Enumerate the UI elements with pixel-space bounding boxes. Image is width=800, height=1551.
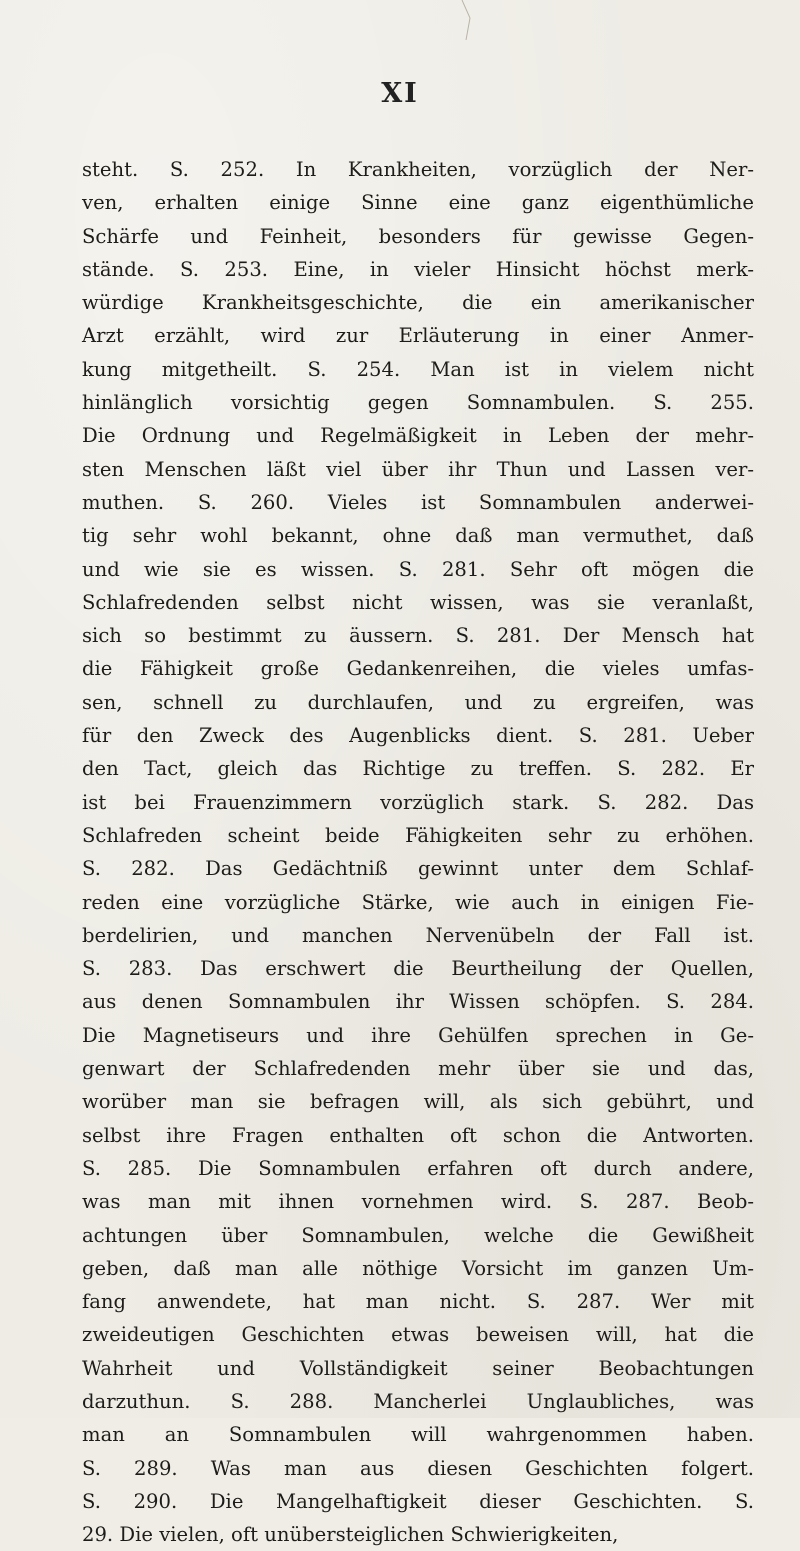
text-line: darzuthun. S. 288. Mancherlei Unglaubliches, was: [82, 1389, 754, 1413]
text-line: steht. S. 252. In Krankheiten, vorzüglich der Ner-: [82, 158, 754, 181]
text-line: berdelirien, und manchen Nervenübeln der Fall ist.: [82, 923, 754, 947]
index-text-block: [82, 153, 754, 1551]
text-line: selbst ihre Fragen enthalten oft schon die Antworten.: [82, 1123, 754, 1147]
text-line: Die Ordnung und Regelmäßigkeit in Leben der mehr-: [82, 424, 754, 448]
text-line: zweideutigen Geschichten etwas beweisen will, hat die: [82, 1323, 754, 1347]
text-line: genwart der Schlafredenden mehr über sie und das,: [82, 1057, 754, 1081]
text-line: S. 283. Das erschwert die Beurtheilung der Quellen,: [82, 957, 754, 981]
text-line: fang anwendete, hat man nicht. S. 287. Wer mit: [82, 1290, 754, 1314]
text-line: den Tact, gleich das Richtige zu treffen. S. 282. Er: [82, 757, 754, 781]
text-line: hinlänglich vorsichtig gegen Somnambulen. S. 255.: [82, 391, 754, 415]
text-line: und wie sie es wissen. S. 281. Sehr oft mögen die: [82, 557, 754, 581]
text-line: worüber man sie befragen will, als sich gebührt, und: [82, 1090, 754, 1114]
text-line: Wahrheit und Vollständigkeit seiner Beobachtungen: [82, 1356, 754, 1380]
text-line: reden eine vorzügliche Stärke, wie auch in einigen Fie-: [82, 890, 754, 914]
text-line: S. 285. Die Somnambulen erfahren oft durch andere,: [82, 1156, 754, 1180]
paper-edge-mark: [0, 0, 800, 60]
text-line: Die Magnetiseurs und ihre Gehülfen sprechen in Ge-: [82, 1023, 754, 1047]
text-line: was man mit ihnen vornehmen wird. S. 287. Beob-: [82, 1190, 754, 1214]
text-line: geben, daß man alle nöthige Vorsicht im ganzen Um-: [82, 1256, 754, 1280]
page-header: [0, 78, 800, 109]
text-line: sich so bestimmt zu äussern. S. 281. Der Mensch hat: [82, 624, 754, 648]
page-number: XI: [381, 78, 419, 109]
text-line: S. 289. Was man aus diesen Geschichten folgert.: [82, 1456, 754, 1480]
text-line: kung mitgetheilt. S. 254. Man ist in vielem nicht: [82, 357, 754, 381]
text-line: stände. S. 253. Eine, in vieler Hinsicht höchst merk-: [82, 257, 754, 281]
text-line: tig sehr wohl bekannt, ohne daß man vermuthet, daß: [82, 524, 754, 548]
text-line: sen, schnell zu durchlaufen, und zu ergreifen, was: [82, 690, 754, 714]
text-line: man an Somnambulen will wahrgenommen haben.: [82, 1423, 754, 1447]
text-line: ist bei Frauenzimmern vorzüglich stark. S. 282. Das: [82, 790, 754, 814]
text-line: achtungen über Somnambulen, welche die Gewißheit: [82, 1223, 754, 1247]
text-line: würdige Krankheitsgeschichte, die ein amerikanischer: [82, 291, 754, 315]
text-line: muthen. S. 260. Vieles ist Somnambulen anderwei-: [82, 490, 754, 514]
text-line: die Fähigkeit große Gedankenreihen, die vieles umfas-: [82, 657, 754, 681]
text-line: aus denen Somnambulen ihr Wissen schöpfen. S. 284.: [82, 990, 754, 1014]
text-line: sten Menschen läßt viel über ihr Thun und Lassen ver-: [82, 457, 754, 481]
text-line: Schlafreden scheint beide Fähigkeiten sehr zu erhöhen.: [82, 823, 754, 847]
text-line: Arzt erzählt, wird zur Erläuterung in einer Anmer-: [82, 324, 754, 348]
text-line: S. 290. Die Mangelhaftigkeit dieser Geschichten. S.: [82, 1489, 754, 1513]
text-line: ven, erhalten einige Sinne eine ganz eigenthümliche: [82, 191, 754, 215]
text-line: S. 282. Das Gedächtniß gewinnt unter dem Schlaf-: [82, 857, 754, 881]
text-line: Schlafredenden selbst nicht wissen, was sie veranlaßt,: [82, 590, 754, 614]
text-line: 29. Die vielen, oft unübersteiglichen Schwierigkeiten,: [82, 1523, 619, 1547]
text-line: Schärfe und Feinheit, besonders für gewisse Gegen-: [82, 224, 754, 248]
text-line: für den Zweck des Augenblicks dient. S. 281. Ueber: [82, 724, 754, 748]
